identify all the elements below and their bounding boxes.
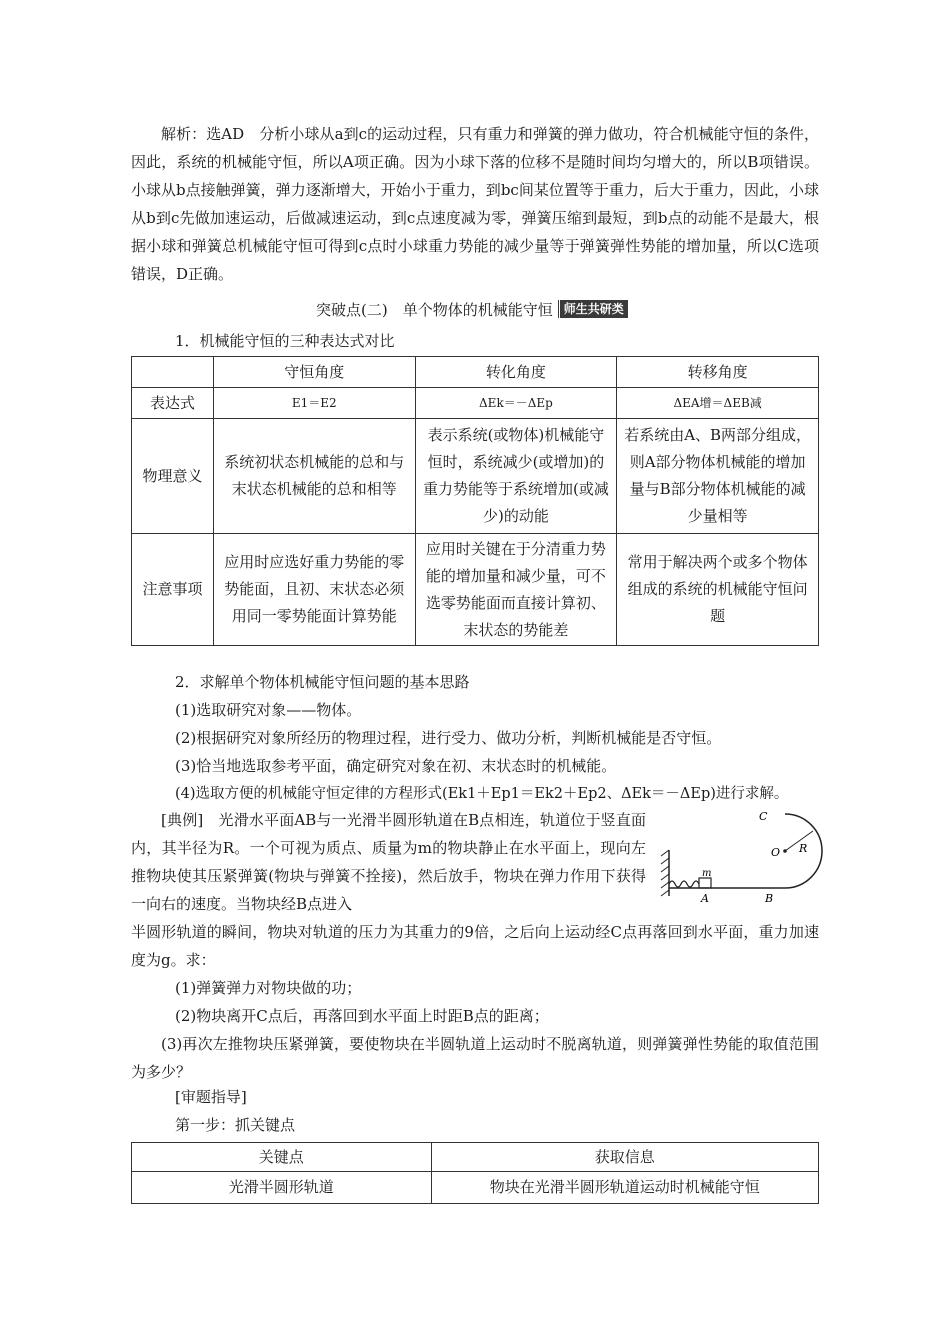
table-cell: 光滑半圆形轨道 <box>132 1172 432 1204</box>
section-title <box>316 297 628 323</box>
step-item: (3)恰当地选取参考平面，确定研究对象在初、末状态时的机械能。 <box>175 757 617 775</box>
example-text-continued: 半圆形轨道的瞬间，物块对轨道的压力为其重力的9倍，之后向上运动经C点再落回到水平面，重力加速度为g。求： <box>131 923 819 969</box>
guide-label: [审题指导] <box>175 1088 247 1106</box>
table-header-cell: 关键点 <box>132 1143 432 1172</box>
question-item: (1)弹簧弹力对物块做的功； <box>175 979 362 997</box>
table-row <box>132 388 819 419</box>
table-cell: E1＝E2 <box>213 388 415 419</box>
table-cell: 系统初状态机械能的总和与末状态机械能的总和相等 <box>213 419 415 534</box>
label-o: O <box>771 846 781 859</box>
table-cell: 表示系统(或物体)机械能守恒时，系统减少(或增加)的重力势能等于系统增加(或减少)的动能 <box>415 419 617 534</box>
table-row <box>132 534 819 646</box>
step-item: (2)根据研究对象所经历的物理过程，进行受力、做功分析，判断机械能是否守恒。 <box>175 729 722 747</box>
point1-heading: 1．机械能守恒的三种表达式对比 <box>175 332 395 350</box>
analysis-paragraph: 解析：选AD 分析小球从a到c的运动过程，只有重力和弹簧的弹力做功，符合机械能守恒的条件，因此，系统的机械能守恒，所以A项正确。因为小球下落的位移不是随时间均匀增大的，所以B项错误。小球从b点接触弹簧，弹力逐渐增大，开始小于重力，到bc间某位置等于重力，后大于重力，因此，小球从b到c先做加速运动，后做减速运动，到c点速度减为零，弹簧压缩到最短，到b点的动能不是最大，根据小球和弹簧总机械能守恒可得到c点时小球重力势能的减少量等于弹簧弹性势能的增加量，所以C选项错误，D正确。 <box>131 125 819 283</box>
mass-label: m <box>702 868 712 879</box>
step-item: (4)选取方便的机械能守恒定律的方程形式(Ek1＋Ep1＝Ek2＋Ep2、ΔEk＝－ΔEp)进行求解。 <box>175 786 789 802</box>
step1-label: 第一步：抓关键点 <box>175 1116 296 1134</box>
category-badge: 师生共研类 <box>557 300 628 318</box>
label-b: B <box>765 892 774 905</box>
wall <box>661 850 669 896</box>
key-points-table <box>131 1142 819 1204</box>
table-cell: ΔEA增＝ΔEB减 <box>617 388 819 419</box>
table-header-cell: 转化角度 <box>415 357 617 388</box>
table-cell: ΔEk＝－ΔEp <box>415 388 617 419</box>
block <box>699 878 711 888</box>
table-cell: 若系统由A、B两部分组成，则A部分物体机械能的增加量与B部分物体机械能的减少量相等 <box>617 419 819 534</box>
table-header-row <box>132 1143 819 1172</box>
table-row <box>132 1172 819 1204</box>
row-label: 表达式 <box>132 388 214 419</box>
label-c: C <box>759 810 768 823</box>
row-label: 注意事项 <box>132 534 214 646</box>
step-item: (1)选取研究对象——物体。 <box>175 701 362 719</box>
table-header-cell: 守恒角度 <box>213 357 415 388</box>
table-row <box>132 419 819 534</box>
table-cell: 应用时应选好重力势能的零势能面，且初、末状态必须用同一零势能面计算势能 <box>213 534 415 646</box>
question-item: (2)物块离开C点后，再落回到水平面上时距B点的距离； <box>175 1007 549 1025</box>
table-header-cell <box>132 357 214 388</box>
example-text: [典例] 光滑水平面AB与一光滑半圆形轨道在B点相连，轨道位于竖直面内，其半径为R。一个可视为质点、质量为m的物块静止在水平面上，现向左推物块使其压紧弹簧(物块与弹簧不拴接)，然后放手，物块在弹力作用下获得一向右的速度。当物块经B点进入 <box>131 811 646 913</box>
question-item: (3)再次左推物块压紧弹簧，要使物块在半圆轨道上运动时不脱离轨道，则弹簧弹性势能的取值范围为多少？ <box>131 1035 819 1081</box>
table-cell: 应用时关键在于分清重力势能的增加量和减少量，可不选零势能面而直接计算初、末状态的势能差 <box>415 534 617 646</box>
section-title-text: 突破点(二) 单个物体的机械能守恒 <box>316 301 553 319</box>
table-cell: 常用于解决两个或多个物体组成的系统的机械能守恒问题 <box>617 534 819 646</box>
table-header-cell: 获取信息 <box>431 1143 818 1172</box>
label-a: A <box>701 892 709 905</box>
comparison-table <box>131 356 819 646</box>
label-r: R <box>799 842 808 855</box>
table-cell: 物块在光滑半圆形轨道运动时机械能守恒 <box>431 1172 818 1204</box>
table-header-cell: 转移角度 <box>617 357 819 388</box>
row-label: 物理意义 <box>132 419 214 534</box>
point2-heading: 2．求解单个物体机械能守恒问题的基本思路 <box>175 673 470 691</box>
table-header-row <box>132 357 819 388</box>
track-diagram <box>655 806 825 916</box>
